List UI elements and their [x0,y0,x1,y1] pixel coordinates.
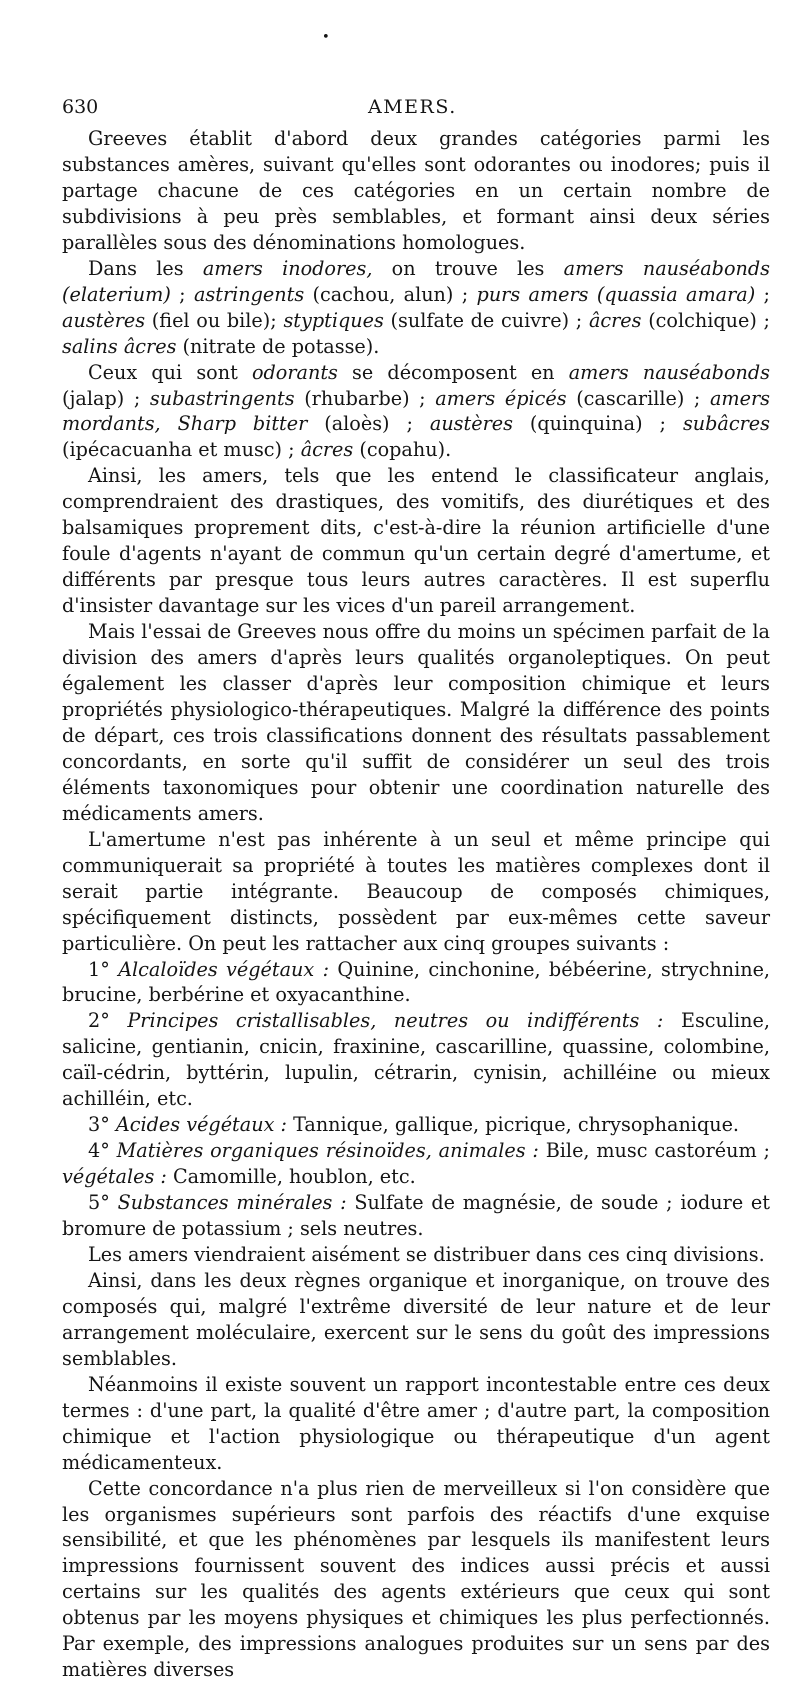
italic-text: âcres [300,438,354,462]
paragraph [62,1190,770,1242]
italic-text: styptiques [283,308,384,332]
text-run: Néanmoins il existe souvent un rapport incontestable entre ces deux termes : d'une part, la qualité d'être amer ; d'autre part, la composition chimique et l'action physiologique ou thérapeutique d'un agent médicamenteux. [62,1372,770,1474]
text-run: Bile, musc castoréum ; [538,1139,770,1163]
text-run: Ainsi, les amers, tels que les entend le classificateur anglais, comprendraient des drastiques, des vomitifs, des diurétiques et des balsamiques proprement dits, c'est-à-dire la réunion artificielle d'une foule d'agents n'ayant de commun qu'un certain degré d'amertume, et différents par presque tous leurs autres caractères. Il est superflu d'insister davantage sur les vices d'un pareil arrangement. [62,464,770,618]
text-run: Greeves établit d'abord deux grandes catégories parmi les substances amères, suivant qu'elles sont odorantes ou inodores; puis il partage chacune de ces catégories en un certain nombre de subdivisions à peu près semblables, et formant ainsi deux séries parallèles sous des dénominations homologues. [62,127,770,254]
paragraph [62,1476,770,1683]
text-run: (jalap) ; [62,386,150,410]
text-run: 4° [88,1139,117,1163]
text-run: Camomille, houblon, etc. [166,1165,416,1189]
text-run: (nitrate de potasse). [176,334,380,358]
italic-text: odorants [251,360,338,384]
italic-text: astringents [193,282,305,306]
text-run: 3° [88,1113,116,1137]
italic-text: austères [62,308,146,332]
italic-text: austères [429,412,513,436]
paragraph [62,619,770,827]
text-run: Cette concordance n'a plus rien de merveilleux si l'on considère que les organismes supérieurs sont parfois des réactifs d'une exquise sensibilité, et que les phénomènes par lesquels ils manifestent leurs impressions fournissent souvent des indices aussi précis et aussi certains sur les qualités des agents extérieurs que ceux qui sont obtenus par les moyens physiques et chimiques les plus perfectionnés. Par exemple, des impressions analogues produites sur un sens par des matières diverses [62,1476,770,1682]
italic-text: Acides végétaux : [115,1113,287,1137]
text-run: (rhubarbe) ; [294,386,436,410]
text-run: Les amers viendraient aisément se distribuer dans ces cinq divisions. [88,1242,765,1266]
italic-text: salins âcres [62,334,177,358]
printer-mark: • [322,30,330,45]
text-run: 5° [88,1191,118,1215]
italic-text: amers nauséabonds [568,360,770,384]
text-run: Sulfate de magnésie, de soude ; iodure et bromure de potassium ; sels neutres. [62,1191,771,1241]
paragraph [62,1008,770,1112]
italic-text: Principes cristallisables, neutres ou indifférents : [127,1009,664,1033]
text-run: Tannique, gallique, picrique, chrysophanique. [286,1113,740,1137]
paragraph [62,126,770,256]
running-header [62,96,770,122]
italic-text: Substances minérales : [117,1191,347,1215]
italic-text: subâcres [682,412,770,436]
text-run: (colchique) ; [641,308,771,332]
paragraph [62,1372,770,1476]
paragraph [62,463,770,619]
text-run: se décomposent en [337,360,569,384]
text-run: ; [170,282,194,306]
text-run: Ainsi, dans les deux règnes organique et inorganique, on trouve des composés qui, malgré l'extrême diversité de leur nature et de leur arrangement moléculaire, exercent sur le sens du goût des impressions semblables. [62,1268,770,1370]
text-run: Ceux qui sont [88,360,252,384]
text-run: (cachou, alun) ; [304,282,477,306]
italic-text: végétales : [62,1165,167,1189]
page-number: 630 [62,96,99,118]
text-run: Dans les [88,256,203,280]
italic-text: amers inodores, [202,256,373,280]
text-run: ; [755,282,770,306]
italic-text: Matières organiques résinoïdes, animales : [116,1139,539,1163]
italic-text: amers mordants, Sharp bitter [62,386,770,436]
paragraph [62,957,770,1009]
text-run: on trouve les [372,256,564,280]
italic-text: purs amers (quassia amara) [476,282,756,306]
text-run: Esculine, salicine, gentianin, cnicin, fraxinine, cascarilline, quassine, colombine, caïl-cédrin, byttérin, lupulin, cétrarin, cynisin, achilléine ou mieux achilléin, etc. [62,1009,770,1111]
body-text [62,126,770,1683]
paragraph [62,256,770,360]
paragraph [62,1138,770,1190]
text-run: (fiel ou bile); [145,308,284,332]
paragraph [62,1242,770,1268]
paragraph [62,360,770,464]
text-run: Mais l'essai de Greeves nous offre du moins un spécimen parfait de la division des amers d'après leurs qualités organoleptiques. On peut également les classer d'après leur composition chimique et leurs propriétés physiologico-thérapeutiques. Malgré la différence des points de départ, ces trois classifications donnent des résultats passablement concordants, en sorte qu'il suffit de considérer un seul des trois éléments taxonomiques pour obtenir une coordination naturelle des médicaments amers. [62,620,770,825]
text-run: (aloès) ; [307,412,430,436]
text-run: (copahu). [353,438,452,462]
text-run: (ipécacuanha et musc) ; [62,438,301,462]
text-run: (quinquina) ; [512,412,683,436]
italic-text: amers nauséabonds (elaterium) [62,256,770,306]
paragraph [62,1112,770,1138]
italic-text: subastringents [149,386,295,410]
text-run: L'amertume n'est pas inhérente à un seul et même principe qui communiquerait sa propriété à toutes les matières complexes dont il serait partie intégrante. Beaucoup de composés chimiques, spécifiquement distincts, possèdent par eux-mêmes cette saveur particulière. On peut les rattacher aux cinq groupes suivants : [62,827,770,955]
paragraph [62,1268,770,1372]
text-run: 1° [88,957,119,981]
paragraph [62,827,770,957]
text-run: 2° [88,1009,128,1033]
running-title: AMERS. [368,96,457,118]
italic-text: amers épicés [435,386,567,410]
italic-text: Alcaloïdes végétaux : [118,957,330,981]
italic-text: âcres [588,308,642,332]
text-run: (cascarille) ; [566,386,710,410]
text-run: Quinine, cinchonine, bébéerine, strychnine, brucine, berbérine et oxyacanthine. [62,957,771,1007]
text-run: (sulfate de cuivre) ; [383,308,589,332]
